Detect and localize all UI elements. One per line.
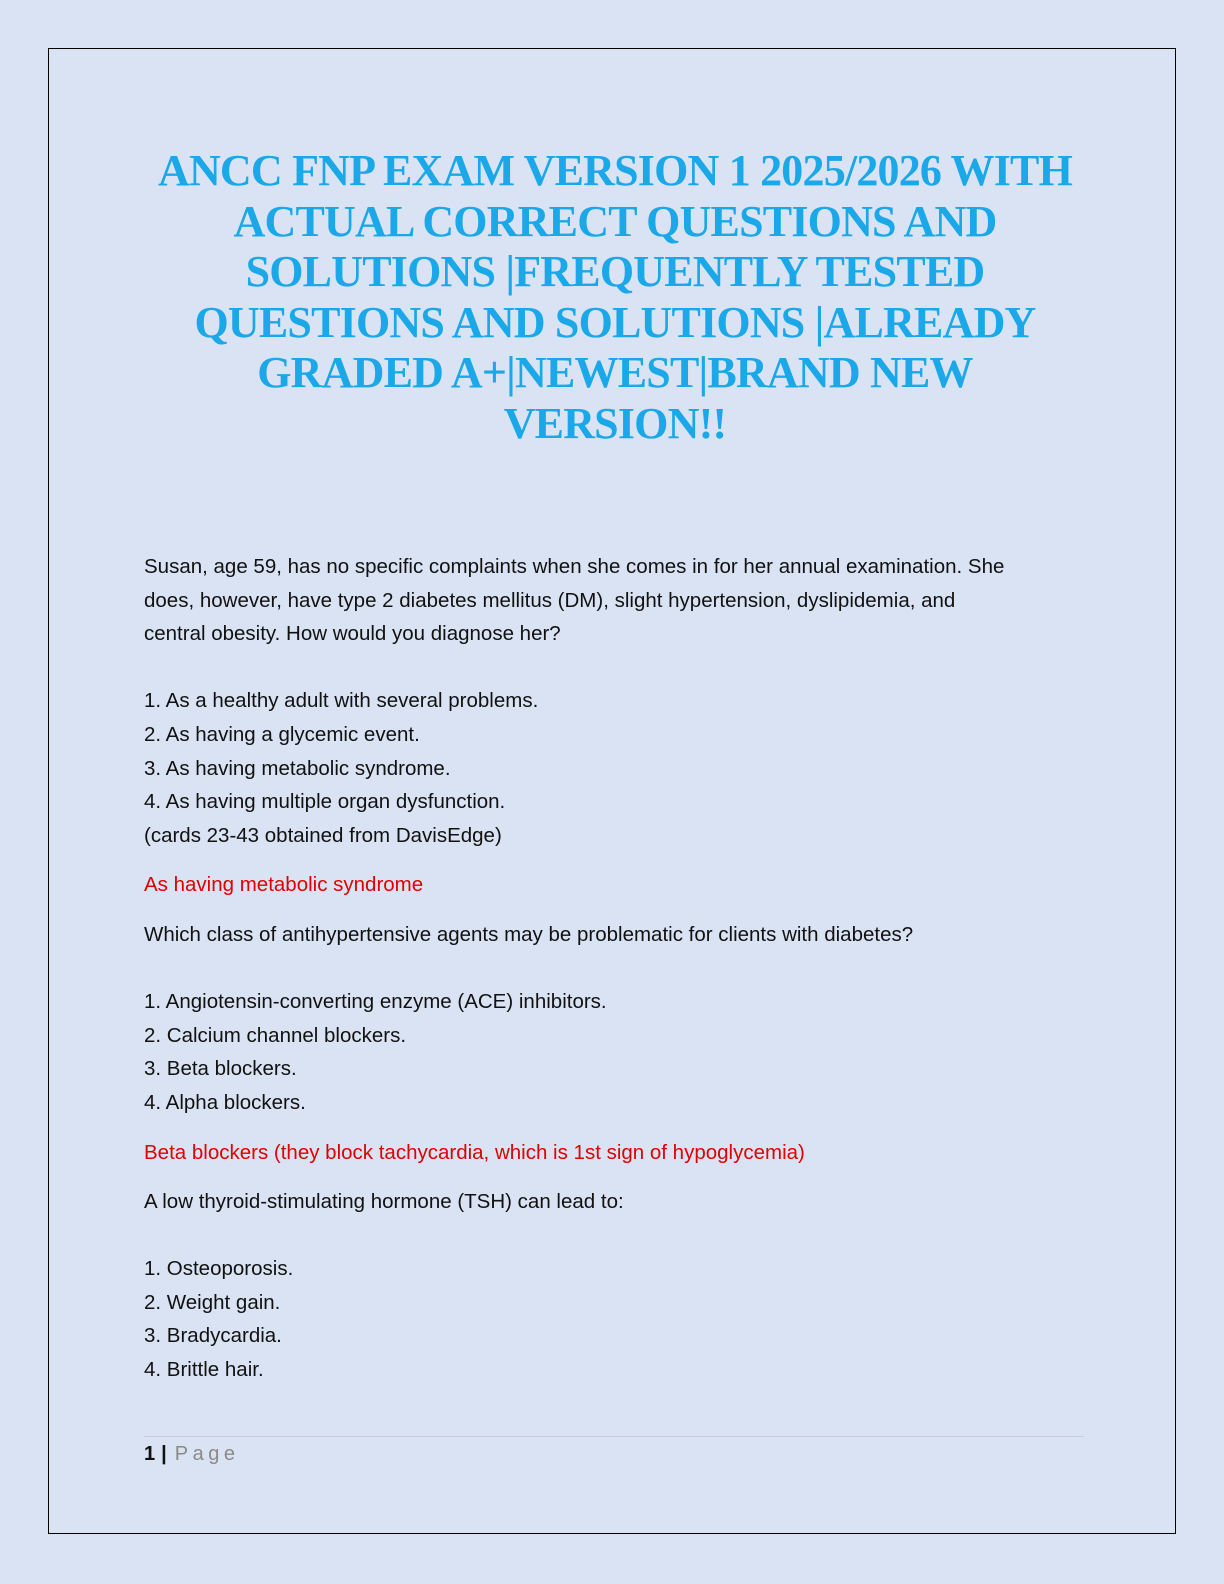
- answer-option: 4. As having multiple organ dysfunction.: [144, 790, 506, 814]
- correct-answer: As having metabolic syndrome: [144, 873, 424, 897]
- answer-option: 1. Osteoporosis.: [144, 1257, 294, 1281]
- question-stem-line: central obesity. How would you diagnose her?: [144, 622, 561, 646]
- answer-option: 1. Angiotensin-converting enzyme (ACE) inhibitors.: [144, 990, 607, 1014]
- page-number: 1: [144, 1443, 156, 1465]
- title-line: VERSION!!: [503, 398, 727, 448]
- title-line: ACTUAL CORRECT QUESTIONS AND: [233, 196, 997, 246]
- question-stem-line: Which class of antihypertensive agents may be problematic for clients with diabetes?: [144, 922, 914, 946]
- question-2: [144, 918, 1084, 1185]
- page-footer: [144, 1442, 239, 1466]
- title-line: QUESTIONS AND SOLUTIONS |ALREADY: [194, 297, 1036, 347]
- question-stem-line: Susan, age 59, has no specific complaints when she comes in for her annual examination. She: [144, 555, 1005, 578]
- answer-option: 3. Beta blockers.: [144, 1057, 297, 1081]
- question-1: [144, 550, 1084, 918]
- answer-option: 4. Brittle hair.: [144, 1358, 264, 1382]
- document-title: [130, 146, 1100, 449]
- title-line: ANCC FNP EXAM VERSION 1 2025/2026 WITH: [157, 146, 1073, 195]
- answer-option: 3. Bradycardia.: [144, 1324, 282, 1348]
- question-3: [144, 1185, 1084, 1387]
- page-label: Page: [174, 1443, 240, 1465]
- question-stem-line: does, however, have type 2 diabetes mellitus (DM), slight hypertension, dyslipidemia, and: [144, 588, 956, 612]
- answer-option: 2. As having a glycemic event.: [144, 722, 420, 746]
- document-body: [144, 550, 1084, 1387]
- correct-answer: Beta blockers (they block tachycardia, which is 1st sign of hypoglycemia): [144, 1140, 805, 1164]
- title-line: SOLUTIONS |FREQUENTLY TESTED: [245, 247, 985, 296]
- answer-option: 4. Alpha blockers.: [144, 1090, 306, 1114]
- question-stem-line: A low thyroid-stimulating hormone (TSH) can lead to:: [144, 1190, 624, 1214]
- footer-divider: [144, 1436, 1084, 1437]
- source-note: (cards 23-43 obtained from DavisEdge): [144, 823, 502, 847]
- answer-option: 3. As having metabolic syndrome.: [144, 756, 451, 780]
- answer-option: 2. Calcium channel blockers.: [144, 1023, 407, 1047]
- answer-option: 2. Weight gain.: [144, 1290, 281, 1314]
- answer-option: 1. As a healthy adult with several problems.: [144, 689, 539, 713]
- footer-separator: |: [161, 1443, 167, 1465]
- title-line: GRADED A+|NEWEST|BRAND NEW: [257, 348, 973, 397]
